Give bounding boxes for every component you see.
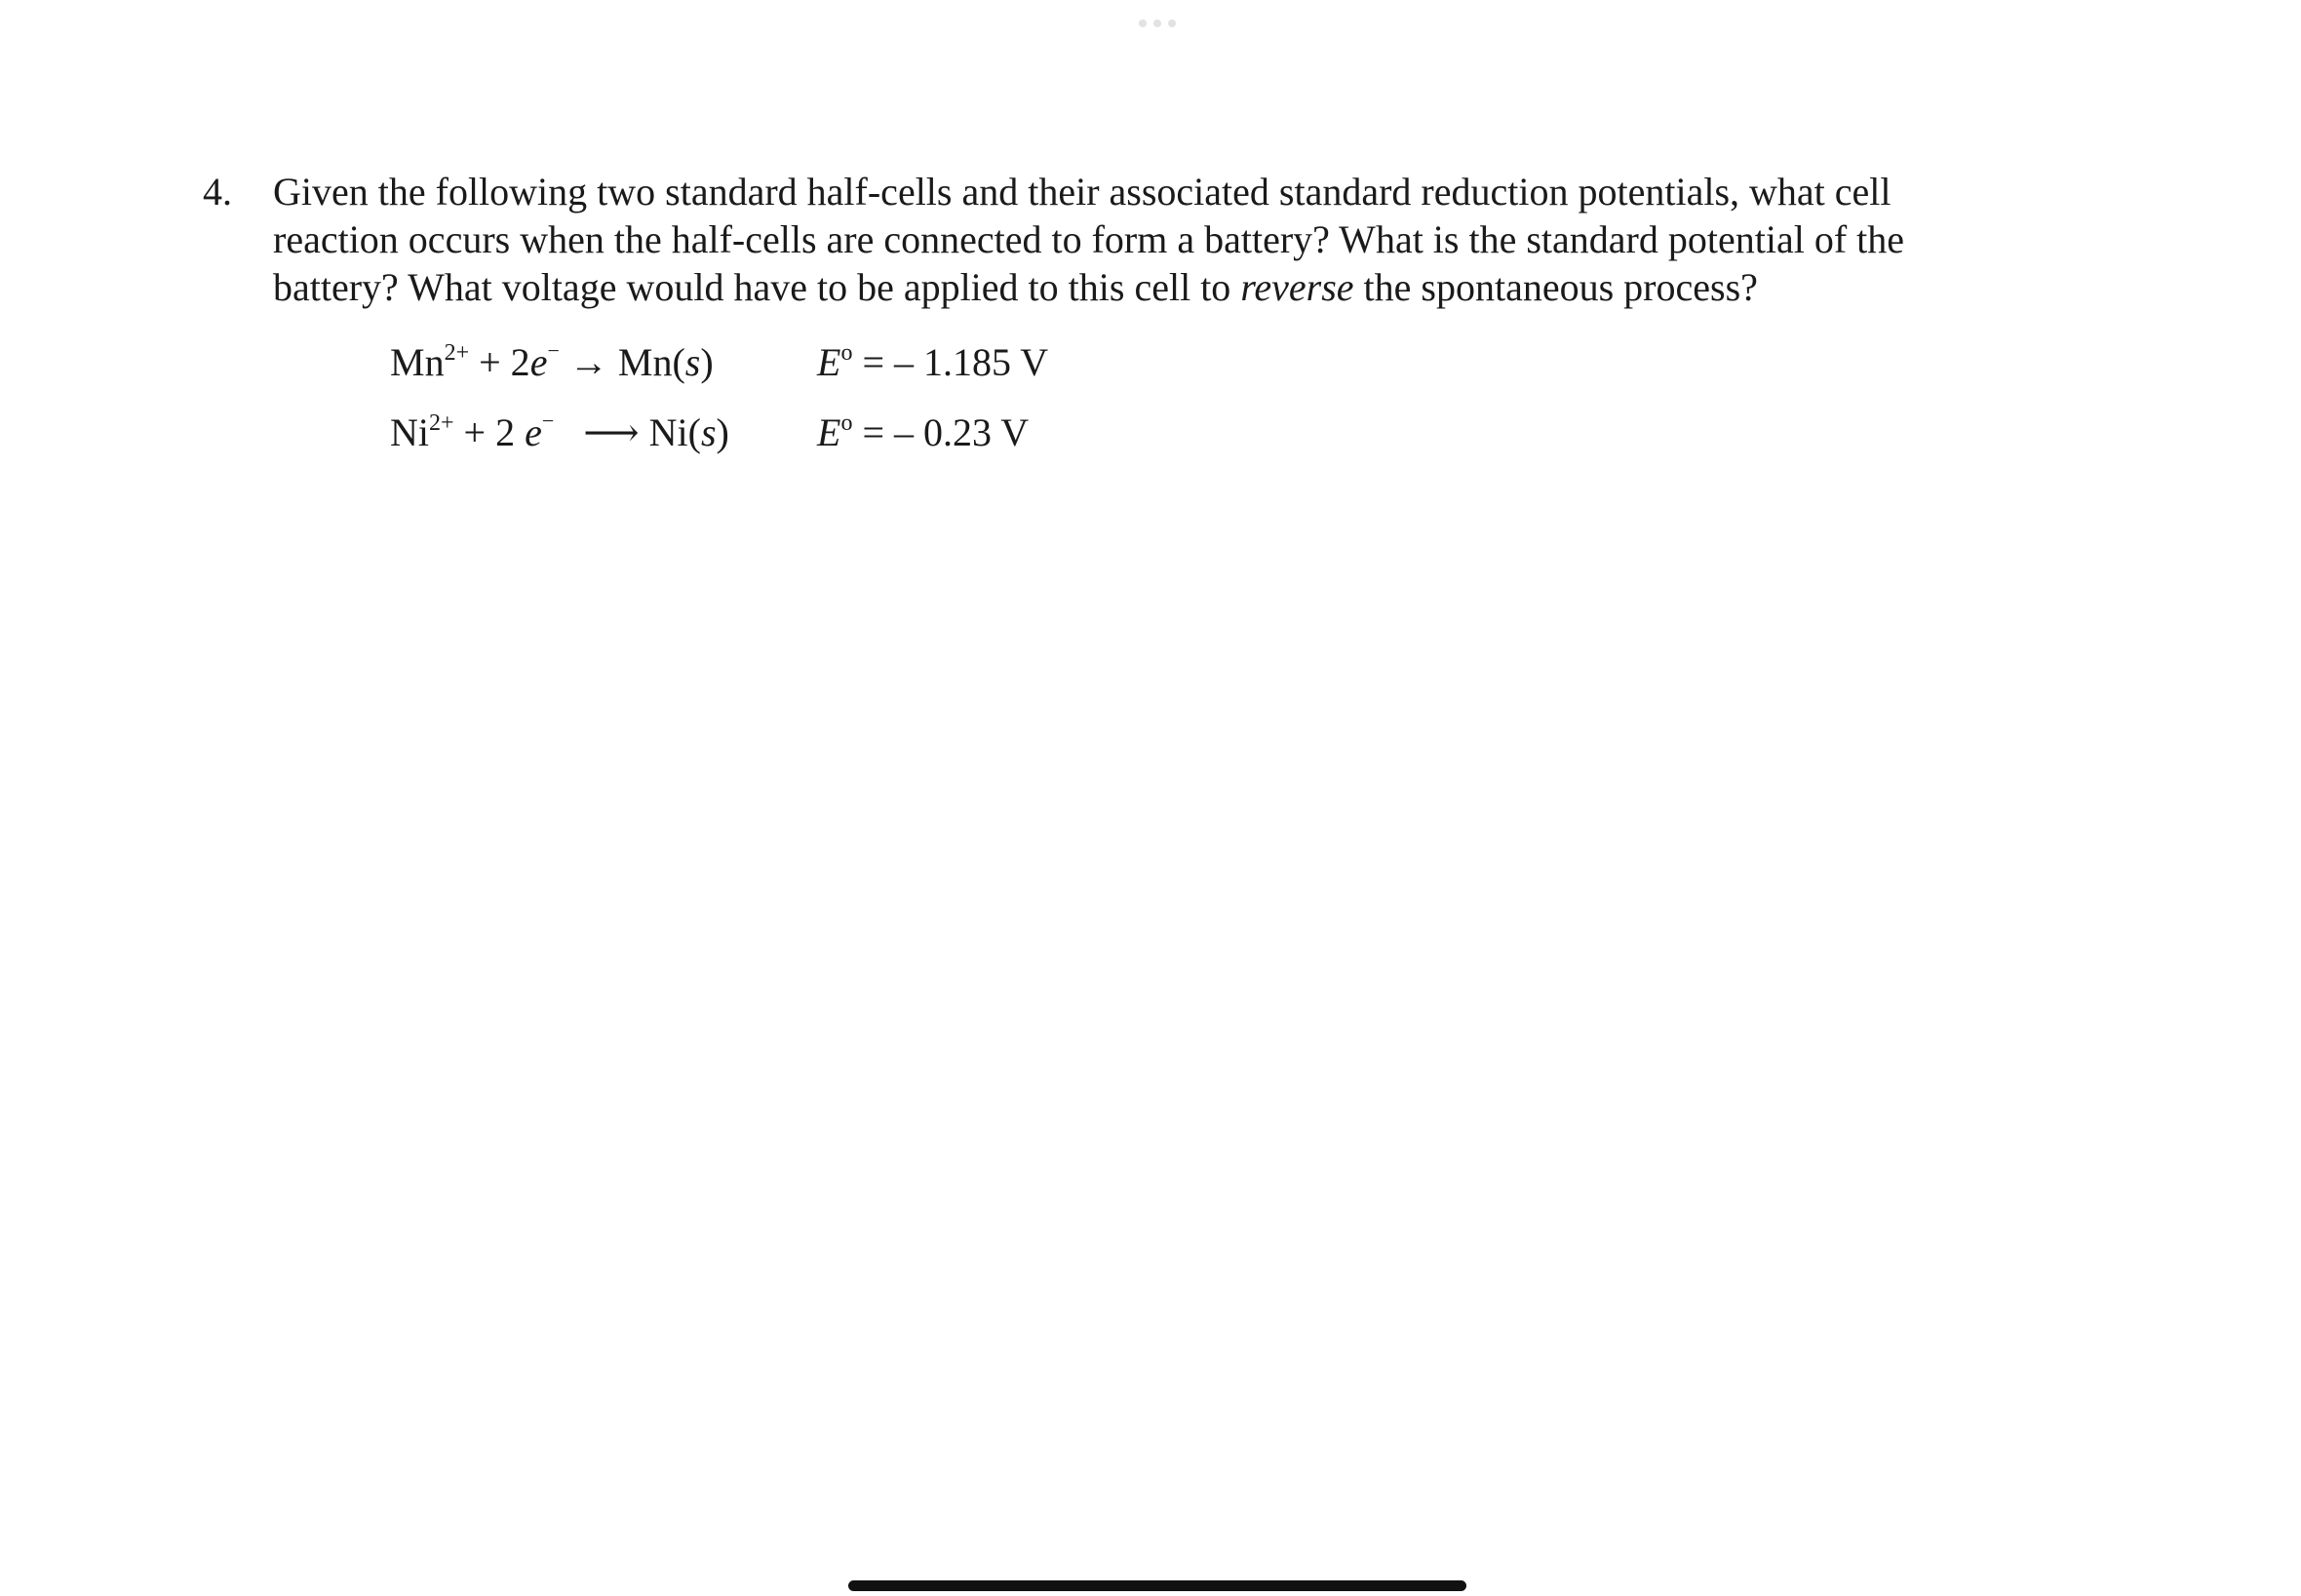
page-dot	[1139, 19, 1147, 27]
question-emphasis: reverse	[1240, 265, 1354, 309]
electron-symbol: e	[525, 410, 542, 454]
product: Ni(	[648, 410, 701, 454]
product-state: s	[684, 340, 701, 384]
reaction-arrow: →	[568, 340, 608, 384]
potential-value: = – 1.185 V	[862, 340, 1049, 384]
ion-charge: 2+	[444, 340, 470, 366]
page-dot	[1153, 19, 1161, 27]
electron-count: + 2	[479, 340, 530, 384]
half-reaction-row	[390, 339, 1365, 409]
reduction-potential	[817, 339, 1048, 385]
standard-degree: o	[840, 410, 853, 436]
question-line-3-start: battery? What voltage would have to be applied to this cell to	[273, 265, 1241, 309]
potential-symbol: E	[817, 410, 841, 454]
half-reactions	[390, 339, 1365, 480]
product-state: s	[700, 410, 717, 454]
reduction-potential	[817, 409, 1029, 455]
potential-symbol: E	[817, 340, 841, 384]
reactant-ion: Ni	[390, 410, 429, 454]
product: Mn(	[617, 340, 685, 384]
question-line-3-end: the spontaneous process?	[1353, 265, 1758, 309]
reaction-arrow: ⟶	[583, 410, 640, 454]
electron-charge: −	[547, 338, 560, 363]
question-line-3	[273, 263, 2067, 311]
question-line-1: Given the following two standard half-cells and their associated standard reduction potentials, what cell	[273, 170, 1892, 214]
electron-symbol: e	[529, 340, 548, 384]
question-text	[273, 168, 2067, 311]
ion-charge: 2+	[429, 410, 454, 436]
electron-count: + 2	[463, 410, 516, 454]
question-number: 4.	[203, 170, 232, 214]
reactant-ion: Mn	[390, 340, 445, 384]
product-close: )	[700, 340, 714, 384]
page-indicator-dots	[1139, 19, 1176, 27]
potential-value: = – 0.23 V	[862, 410, 1030, 454]
half-reaction-equation	[390, 409, 729, 455]
half-reaction-equation	[390, 339, 714, 385]
product-close: )	[716, 410, 729, 454]
question-line-2: reaction occurs when the half-cells are connected to form a battery? What is the standard potential of the	[273, 217, 1905, 261]
page-dot	[1168, 19, 1176, 27]
half-reaction-row	[390, 409, 1365, 480]
home-indicator-bar[interactable]	[848, 1580, 1466, 1591]
standard-degree: o	[840, 340, 853, 366]
electron-charge: −	[541, 409, 555, 433]
